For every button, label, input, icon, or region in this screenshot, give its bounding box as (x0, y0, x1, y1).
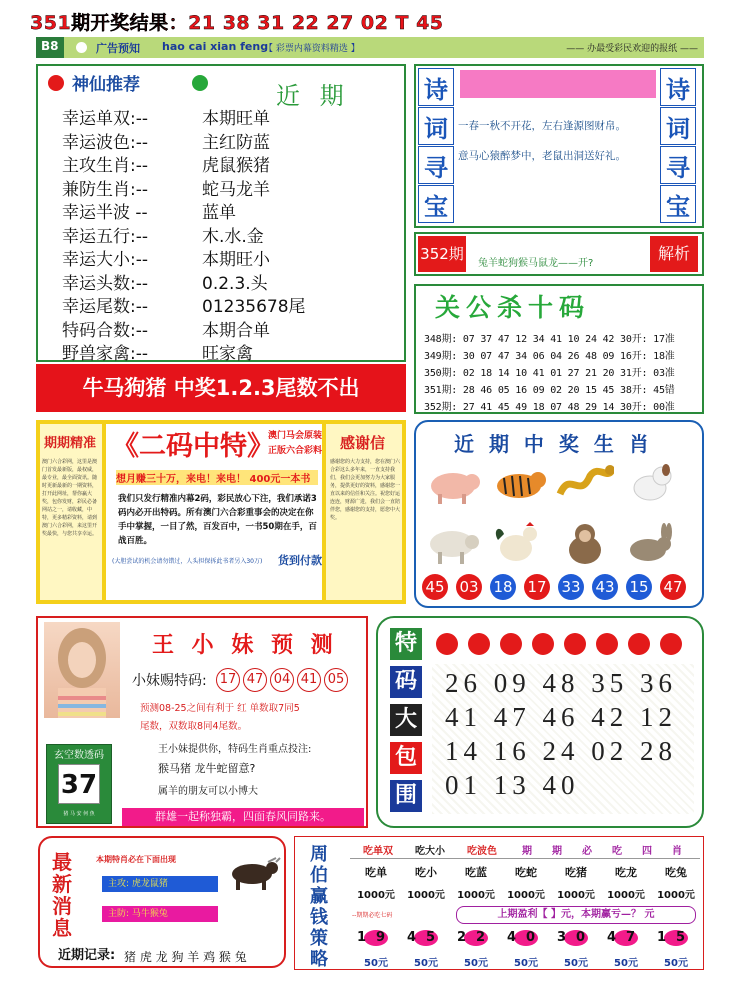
shenxian-row-label: 野兽家禽:-- (62, 344, 148, 364)
zhoubo-head-cell: 肖 (672, 846, 682, 857)
zhoubo-head-cell: 必 (582, 846, 592, 857)
sheep-icon (424, 520, 482, 568)
monkey-icon (556, 520, 614, 568)
poem-right-char: 寻 (660, 146, 696, 184)
red-dot-icon (596, 633, 618, 655)
ermazhongte-right-title: 感谢信 (340, 434, 386, 452)
shenxian-row-label: 主攻生肖:-- (62, 156, 148, 176)
avatar (44, 622, 120, 718)
prediction-line-1: 预测08-25之间有利于 红 单数取7同5 (140, 703, 300, 714)
zhoubo-head-cell: 吃单双 (363, 846, 393, 857)
header-slogan: —— 办最受彩民欢迎的报纸 —— (566, 44, 698, 54)
zuixin-title-char: 息 (52, 916, 72, 940)
zuixin-note: 本期特肖必在下面出现 (96, 855, 176, 864)
zhoubo-bet-type: 吃猪 (565, 866, 587, 879)
wangxiaomei-title: 王 小 妹 预 测 (152, 633, 338, 658)
special-numbers (216, 668, 351, 692)
zhoubo-title-char: 策 (310, 928, 328, 949)
zuixin-title-char: 新 (52, 872, 72, 896)
zhoubo-head-cell: 吃波色 (467, 846, 497, 857)
zhoubo-head-cell: 吃大小 (415, 846, 445, 857)
ox-icon (222, 856, 282, 892)
ermazhongte-footer2: 货到付款 (278, 554, 322, 567)
ermazhongte-left-title: 期期精准 (44, 436, 97, 451)
shenxian-row-value: 本期旺小 (202, 250, 270, 270)
temadabao-row: 41 47 46 42 12 (445, 702, 677, 732)
zhoubo-small-amount: 50元 (664, 958, 688, 969)
shenxian-banner: 牛马狗猪 中奖1.2.3尾数不出 (36, 364, 406, 412)
zhoubo-bet-type: 吃蛇 (515, 866, 537, 879)
circle-icon (76, 42, 87, 53)
zhoubo-small-amount: 50元 (364, 958, 388, 969)
prediction-line-2: 尾数，双数取8同4尾数。 (140, 721, 248, 732)
red-dot-icon (48, 75, 64, 91)
special-number: 17 (216, 668, 240, 692)
shenxian-row (62, 128, 270, 153)
shenxian-row-value: 蛇马龙羊 (202, 179, 270, 200)
lottery-ball: 18 (490, 574, 516, 600)
shenxian-row-value: 0.2.3.头 (202, 273, 268, 294)
zhoubo-title-char: 赢 (310, 886, 328, 907)
zhoubo-bet-amount: 1000元 (507, 890, 545, 901)
shenxian-title: 神仙推荐 (72, 75, 140, 95)
red-dot-icon (532, 633, 554, 655)
record-label: 近期记录: (58, 948, 116, 963)
zuixin-title-char: 最 (52, 850, 72, 874)
shenxian-row-label: 幸运单双:-- (62, 109, 148, 129)
tip-text-2: 猴马猪 龙牛蛇留意? (158, 762, 256, 775)
zuixin-defense: 主防: 马牛猴兔 (102, 906, 218, 922)
shenxian-row (62, 222, 264, 247)
zhoubo-bet-amount: 1000元 (557, 890, 595, 901)
draw-record: 348期: 07 37 47 12 34 41 10 24 42 30开: 17准 (424, 334, 675, 345)
draw-record: 351期: 28 46 05 16 09 02 20 15 45 38开: 45错 (424, 385, 675, 396)
lottery-ball: 47 (660, 574, 686, 600)
zhoubo-small-amount: 50元 (614, 958, 638, 969)
header-tagline: 【 彩票内幕资料精选 】 (264, 44, 360, 54)
temadabao-row: 26 09 48 35 36 (445, 668, 677, 698)
xuankong-foot: 猪 马 安 何 魚 (63, 811, 95, 817)
red-dot-icon (500, 633, 522, 655)
special-number: 05 (324, 668, 348, 692)
zhoubo-small-amount: 50元 (414, 958, 438, 969)
draw-record: 350期: 02 18 14 10 41 01 27 21 20 31开: 03准 (424, 368, 675, 379)
zhoubo-small-amount: 50元 (514, 958, 538, 969)
special-number: 04 (270, 668, 294, 692)
temadabao-char: 包 (390, 742, 422, 774)
shenxian-row (62, 269, 268, 294)
zhoubo-bet-type: 吃蓝 (465, 866, 487, 879)
zhoubo-title-char: 周 (310, 844, 328, 865)
shenxian-row-label: 幸运尾数:-- (62, 297, 148, 317)
shenxian-row-label: 幸运头数:-- (62, 273, 148, 294)
zhoubo-head-cell: 期 (552, 846, 562, 857)
poem-left-char: 宝 (418, 185, 454, 223)
tip-text-1: 王小妹提供你，特码生肖重点投注: (158, 744, 312, 755)
zhoubo-bet-amount: 1000元 (357, 890, 395, 901)
lottery-ball: 45 (422, 574, 448, 600)
poem-right-char: 宝 (660, 185, 696, 223)
tiger-icon (490, 460, 548, 508)
draw-record: 352期: 27 41 45 49 18 07 48 29 14 30开: 00准 (424, 402, 675, 413)
poem-left-char: 诗 (418, 68, 454, 106)
shenxian-row-value: 旺家禽 (202, 344, 253, 364)
jinqi-title: 近 期 中 奖 生 肖 (454, 432, 653, 456)
zhoubo-ball-number: 15 (656, 930, 696, 945)
shenxian-row-label: 幸运五行:-- (62, 226, 148, 247)
xuankong-number: 37 (58, 764, 100, 804)
shenxian-row (62, 292, 306, 317)
zhoubo-ball-number: 45 (406, 930, 446, 945)
zhoubo-head-cell: 四 (642, 846, 652, 857)
red-dot-icon (660, 633, 682, 655)
poem-pink-bar (460, 70, 656, 98)
header-label: 广告预知 (96, 42, 140, 55)
shenxian-row-label: 幸运波色:-- (62, 132, 148, 153)
shenxian-row-value: 本期旺单 (202, 109, 270, 129)
zhoubo-row3-text: 上期盈利【 】元，本期赢亏—？ 元 (456, 906, 696, 924)
shenxian-row-value: 木.水.金 (202, 226, 264, 247)
shenxian-row (62, 175, 270, 200)
rooster-icon (490, 520, 548, 568)
dragon-icon (556, 460, 614, 508)
special-label: 小妹赐特码: (132, 673, 207, 689)
tip-text-3: 属羊的朋友可以小博大 (158, 786, 258, 797)
shenxian-row-label: 特码合数:-- (62, 320, 148, 341)
draw-result-headline: 351期开奖结果：21 38 31 22 27 02 T 45 (30, 12, 444, 34)
lottery-ball: 15 (626, 574, 652, 600)
divider (350, 858, 700, 859)
zhoubo-title-char: 伯 (310, 865, 328, 886)
ermazhongte-body: 我们只发行精准内幕2码，彩民放心下注，我们承诺3码内必开出特码。所有澳门六合彩重事会的决定在你手中掌握，一目了然，百发百中，一书50期在手，百战百胜。 (118, 494, 317, 546)
lottery-ball: 03 (456, 574, 482, 600)
shenxian-row-value: 主红防蓝 (202, 132, 270, 153)
record-list: 猪 虎 龙 狗 羊 鸡 猴 兔 (124, 950, 247, 964)
temadabao-row: 14 16 24 02 28 (445, 736, 677, 766)
guangong-title: 关公杀十码 (435, 293, 591, 322)
temadabao-char: 大 (390, 704, 422, 736)
shenxian-row (62, 198, 236, 223)
explain-badge[interactable]: 解析 (650, 236, 698, 272)
ermazhongte-title: 《二码中特》 (112, 431, 274, 462)
temadabao-char: 特 (390, 628, 422, 660)
zhoubo-small-amount: 50元 (464, 958, 488, 969)
xuankong-title: 玄空数透码 (54, 750, 104, 761)
zhoubo-title-char: 钱 (310, 907, 328, 928)
draw-record: 349期: 30 07 47 34 06 04 26 48 09 16开: 18准 (424, 351, 675, 362)
zhoubo-bet-type: 吃兔 (665, 866, 687, 879)
zhoubo-bet-amount: 1000元 (607, 890, 645, 901)
shenxian-row (62, 245, 270, 270)
zhoubo-bet-amount: 1000元 (457, 890, 495, 901)
zhoubo-ball-number: 30 (556, 930, 596, 945)
poem-line-1: 一春一秋不开花，左右逢源图财帛。 (458, 120, 626, 132)
shenxian-row-label: 兼防生肖:-- (62, 179, 148, 200)
temadabao-row: 01 13 40 (445, 770, 580, 800)
special-number: 47 (243, 668, 267, 692)
zhoubo-small-amount: 50元 (564, 958, 588, 969)
ermazhongte-sub1: 澳门马会原装 (268, 431, 323, 441)
zuixin-title-char: 消 (52, 894, 72, 918)
poem-line-2: 意马心猿醉梦中，老鼠出洞送好礼。 (458, 150, 626, 162)
shenxian-row-value: 蓝单 (202, 203, 236, 223)
pig-icon (424, 460, 482, 508)
zhoubo-bet-amount: 1000元 (407, 890, 445, 901)
ermazhongte-left-text: 澳门六合彩网，这里是澳门首发最新版，最权威，最专业，最全面资讯。随时更新最新的一期资料，打开此网址，帮你赢大奖，包你发财，彩民必备网站之一，请收藏，中特，更多精彩资料，请到澳门六合彩网，来这里开奖最快，与您共享幸运。 (42, 459, 98, 537)
zhoubo-ball-number: 47 (606, 930, 646, 945)
poem-hint: 兔羊蛇狗猴马鼠龙——开? (478, 258, 594, 269)
rabbit-icon (622, 520, 680, 568)
zuixin-main: 主攻: 虎龙鼠猪 (102, 876, 218, 892)
page-badge: B8 (36, 37, 64, 58)
shenxian-row-value: 01235678尾 (202, 297, 306, 317)
zhoubo-ball-number: 19 (356, 930, 396, 945)
shenxian-row-value: 虎鼠猴猪 (202, 156, 270, 176)
zhoubo-bet-type: 吃小 (415, 866, 437, 879)
red-dot-icon (628, 633, 650, 655)
poem-left-char: 寻 (418, 146, 454, 184)
ermazhongte-sub2: 正版六合彩料 (268, 446, 323, 456)
shenxian-row-label: 幸运半波 -- (62, 203, 148, 223)
zhoubo-row3-label: --期期必吃七码 (352, 912, 393, 919)
ermazhongte-promo: 想月赚三十万，来电！来电！ 400元一本书 (116, 470, 318, 485)
zhoubo-bet-type: 吃单 (365, 866, 387, 879)
header-bar (36, 37, 704, 58)
poem-right-char: 词 (660, 107, 696, 145)
shenxian-subtitle: 近 期 (276, 82, 350, 110)
zhoubo-ball-number: 22 (456, 930, 496, 945)
lottery-ball: 43 (592, 574, 618, 600)
zhoubo-bet-type: 吃龙 (615, 866, 637, 879)
special-number: 41 (297, 668, 321, 692)
zhoubo-title-char: 略 (310, 949, 328, 970)
shenxian-row (62, 316, 270, 341)
shenxian-row-value: 本期合单 (202, 320, 270, 341)
ermazhongte-footer: (大胆尝试的机会请勿错过，人头担保拆此书者另入30万) (112, 558, 263, 565)
poem-left-char: 词 (418, 107, 454, 145)
zhoubo-head-cell: 吃 (612, 846, 622, 857)
portrait-icon (44, 622, 120, 718)
zhoubo-head-cell: 期 (522, 846, 532, 857)
ermazhongte-right-text: 感谢您的大力支持，您在澳门六合彩这么多年来，一直支持我们，我们会更加努力为大家服务，提供更好的资料，感谢您一直以来的信任和关注。祝您好运连连，财源广进，我们会一直陪伴您，感谢您的支持，愿您中大奖。 (330, 459, 401, 521)
zhoubo-bet-amount: 1000元 (657, 890, 695, 901)
wangxiaomei-slogan: 群雄一起称独霸，四面春风同路来。 (122, 808, 364, 826)
dog-icon (622, 460, 680, 508)
red-dot-icon (436, 633, 458, 655)
shenxian-row (62, 339, 253, 364)
shenxian-row-label: 幸运大小:-- (62, 250, 148, 270)
red-dot-icon (564, 633, 586, 655)
header-pinyin: hao cai xian feng (162, 40, 269, 53)
lottery-ball: 17 (524, 574, 550, 600)
temadabao-char: 码 (390, 666, 422, 698)
shenxian-row (62, 104, 270, 129)
green-dot-icon (192, 75, 208, 91)
red-dot-icon (468, 633, 490, 655)
zhoubo-ball-number: 40 (506, 930, 546, 945)
temadabao-char: 围 (390, 780, 422, 812)
poem-right-char: 诗 (660, 68, 696, 106)
shenxian-row (62, 151, 270, 176)
period-badge: 352期 (418, 236, 466, 272)
lottery-ball: 33 (558, 574, 584, 600)
